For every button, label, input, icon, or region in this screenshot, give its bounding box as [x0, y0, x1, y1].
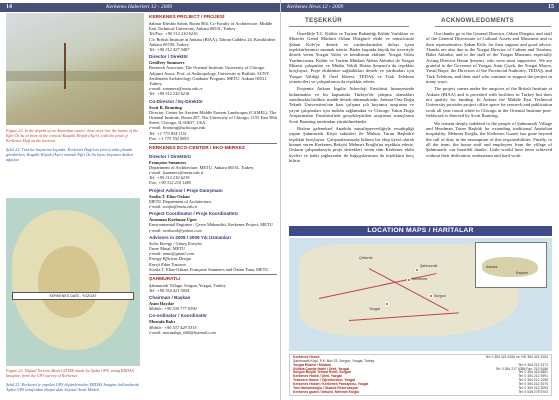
codirector-name: Scott R. Branting [149, 104, 182, 110]
coordinator-tel: Mobile: +90 537 429 5315 [149, 324, 197, 330]
chairman-name: Asım Haydar [149, 300, 175, 306]
turkey-inset-map [475, 242, 547, 288]
tesekkur-paragraph: Bizlere geleneksel Anadolu misafirperverliğiyle evsahipliği yapan Şahmuratlı Köyü sakinleri ile Muhtar Turan Başbük'e teşekkür borçluyuz. Çalışmalarımızda bilinen bir ekip üyesi olarak hizmet veren Kerkenes Bekçisi Mehmet Eroğlu'na teşekkür ederiz. Onların çalışmalarıyla proje destekleri veren tüm Kerkenes ekibi üyeleri ve katkı sağlayanlar ile bağışçılarımıza da teşekkürü borç biliriz. [289, 125, 414, 163]
terrain-model-map [6, 198, 140, 366]
location-map [289, 238, 552, 351]
contact-row: Sorgun Büyük Termal Hotel, Sorgun Tel: 0 354 415 5881 [293, 370, 548, 375]
contact-row: Kerkenes Hostel / Kerkenes Pansiyonu, Yozgat Tel: 0 354 212 3070 [293, 381, 548, 386]
acknowledgments-heading: ACKNOWLEDGMENTS [441, 17, 514, 24]
map-label: Kerkenes [412, 277, 428, 281]
divider [149, 274, 277, 275]
director-info: Research Associate, The Oriental Institute, University of Chicago. Adjunct Assoc. Prof. of Anthropology, University at Buffalo, SUNY. Settlement Archaeology Graduate Program, METU, Ankara 06531, Turkey. [149, 65, 270, 87]
eco-director-heading: Director / Direktörü [149, 153, 191, 159]
director-heading: Director / Direktör [149, 54, 189, 60]
kerkenes-site-marker [407, 278, 411, 282]
project-coordinator-heading: Project Coordinator / Proje Koordinatörü [149, 211, 238, 217]
left-page-number: 14 [6, 4, 12, 10]
director-tel: Tel: +90 312 210 6218 [149, 91, 190, 97]
winter-landscape-photo [6, 13, 144, 125]
coordinator-name: Mustafa Balcı [149, 319, 176, 325]
map-label: Şahmuratlı [420, 264, 438, 268]
advisor-2-field: Energy Efficient Design [149, 256, 192, 262]
right-page-title: Kerkenes News 12 - 2009 [287, 4, 344, 10]
ack-paragraph: We remain deeply indebted to the people of Şahmuratlı Village and Headman Turan Başbük for extending traditional Anatolian hospitality. Mehmet Eroğlu, the Kerkenes Guard, has gone beyond the call of duty in the assumption of this responsibilities. Finally, to all the team, the house staff and employees from the village of Şahmuratlı: our heartfelt thanks. Little would have been achieved without their dedication, enthusiasm and hard work. [426, 120, 552, 158]
director-email[interactable]: e-mail: summers@metu.edu.tr [149, 86, 203, 92]
project-address-1: Sabnur Edesbir Salon, Room 804, Co-Faculty of Architecture, Middle East Technical University, Ankara 06531, Turkey [149, 21, 273, 32]
eco-director-fax: Fax: +90 312 210 1485 [149, 180, 191, 186]
advisors-heading: Advisors in 2009 / 2009 Yılı Uzmanları [149, 234, 231, 240]
figure-22-caption-tr: Şekil 22. Türk kır hayatının kışında: Kerkenes Dağı'nın zirvesi arka planda görülürken, Kuşaklı Höyük (Aşer) önünde Eğri Öz Su kıyısı boyunca dizilen ağaçlar. [6, 147, 134, 162]
advisor-1-email[interactable]: e-mail: umut@gmail.com [149, 251, 195, 257]
advisor-2-field-tr: Enerji Etkin Tasarım [149, 261, 186, 267]
tesekkur-text [289, 31, 414, 165]
left-page-title: Kerkenes Haberleri 12 - 2009 [106, 4, 172, 10]
contact-row: Şahmuratlı Köyü, P.K. Box 23, Sorgun, Yozgat, Turkey [293, 358, 375, 363]
project-tel-2: Tel: +90 312 427 5487 [149, 47, 190, 53]
yozgat-marker [385, 302, 389, 306]
contact-row: Taxi Hamamlıoğlu / Otobüs Rezervasyon Tel: 0 354 212 3093 [293, 385, 548, 390]
coordinator-email[interactable]: e-mail: moratdagi_666@hotmail.com [149, 329, 216, 335]
project-coordinator-name: Arzuman Korkmaz Ügen [149, 217, 197, 223]
project-advisor-email[interactable]: e-mail: soofia@metu.edu.tr [149, 203, 198, 209]
map-label: Sorgun [434, 294, 446, 298]
right-page [281, 0, 559, 400]
eco-director-email[interactable]: e-mail: fsummers@metu.edu.tr [149, 169, 204, 175]
inset-label: Ankara [486, 265, 498, 269]
left-header-band [0, 3, 281, 12]
project-advisor-name: Soofia T. Elias-Ozkan [149, 193, 190, 199]
eco-director-name: Françoise Summers [149, 159, 187, 165]
right-page-number: 15 [548, 4, 554, 10]
project-coordinator-email[interactable]: e-mail: arakorek@yahoo.com [149, 227, 202, 233]
contacts-column [149, 13, 277, 335]
sahmuratli-heading: ŞAHMURATLI [149, 276, 181, 282]
project-tel-1: Tel/Fax: +90 312 210 6216 [149, 31, 198, 37]
contact-row: Teachers House / Öğretmenevi, Yozgat Tel: 0 354 212 1095 [293, 378, 548, 383]
terrain-map-title: KERKENES DAĞI - YOZGAT [12, 292, 134, 300]
director-name: Geoffrey Summers [149, 60, 185, 66]
coordinator-heading: Co-ordinator / Koordinatör [149, 313, 207, 319]
codirector-tel: Tel: +1 773 834 1151 [149, 130, 187, 136]
contact-row: Kerkenes Hoteli / Oteli, Yozgat Tel: 0 354 212 3991 [293, 374, 548, 379]
ack-paragraph: Our thanks go to the General Director, Orhan Düzgün, and staff of the General Directorate of Cultural Assets and Museums and to their representative, Şaban Köle, for their support and good advice. Thanks are also due to the Yozgat Director of Culture and Tourism, Bahri Akbulut, and to the staff of the Yozgat Museum, especially Acting Director Hasan Şenyurt, who were most supportive. We are grateful to the Governor of Yozgat, Amir Çiçek, the Yozgat Mayor, Yusuf Başer, the Directors of the Provincial Authority, TEDAŞ, and Türk Telekom, and their staff who continue to support the project in many ways. [426, 31, 552, 85]
figure-23-caption: Figure 23. Digital Terrain Model (DTM) made by Aydın GPS, using ERDAS Imagine, from the GPS survey of Kerkenes [6, 368, 134, 378]
inset-label: Kayseri [516, 271, 528, 275]
project-address-2: C/o British Institute at Ankara (BIAA), Tahran Caddesi 24, Kavaklıdere, Ankara 06700, Turkey. [149, 36, 277, 47]
contact-row: Kerkenes guard / bekçisi, Mehmet Eroğlu Tel: 0 535 278 9703 [293, 389, 548, 394]
acknowledgments-text [426, 31, 552, 160]
project-advisor-heading: Project Advisor / Proje Danışmanı [149, 187, 223, 193]
contact-row: Gülista Çamlık Hotel / Oteli, Yozgat Tel: 0 354 217 5385 Fax: 212 5186 [293, 366, 548, 371]
tesekkur-heading: TEŞEKKÜR [305, 17, 342, 24]
contact-list [289, 354, 552, 396]
contact-row: Yozgat Müzesi / Müdürü Tel: 0 354 212 3171 [293, 362, 548, 367]
figure-22-caption: Figure 22. In the depths of an Anatolian winter: how trees line the banks of the Eğri Öz Su in front of the conical Kuşaklı Höyük (Aşer), with the peak of Kerkenes Dağ on the horizon. [6, 128, 139, 143]
eco-director-info: Department of Architecture, METU, Ankara 06531, Turkey. [149, 164, 255, 170]
codirector-email[interactable]: e-mail: branting@uchicago.edu [149, 125, 206, 131]
advisor-2-names: Soofia T. Elias-Ozkan, Françoise Summers and Özüm Tuna, METU [149, 266, 269, 272]
tesekkur-paragraph: Projemiz Ankara İngiliz Arkeoloji Enstitüsü himayesinde bulunmakta ve bu kapsamda Türkiye'de çalışma olanakları sunulmakla birlikte, maddi destek almamaktadır. Ankara Orta Doğu Teknik Üniversitesi'nin kazı çalışma yılı boyunca araştırma ve yayın çalışmaları için mekân sağlamakta ve Chicago Yakın Doğu Araştırmaları Enstitüsü'nde gerçekleştirilen araştırma sonuçlarını Scott Branting tarafından yürütülmektedir. [289, 86, 414, 124]
codirector-heading: Co-Director / Eş-Direktör [149, 98, 203, 104]
advisor-1-name: Ümer Mutal, METU [149, 246, 186, 251]
divider [149, 143, 277, 144]
figure-23-caption-tr: Şekil 23. Kerkenes'te yapılan GPS ölçümlerinden ERDAS Imagine kullanılarak Aydın GPS tarafından oluşturulan Sayısal Arazi Modeli [6, 382, 139, 392]
sahmuratli-tel: Tel: +90 354 421 5054 [149, 287, 190, 293]
project-heading: KERKENES PROJECT / PROJESİ [149, 15, 225, 20]
map-label: Çekerek [359, 256, 373, 260]
advisor-1-field: Solar Energy / Güneş Enerjisi [149, 240, 202, 246]
sorgun-marker [429, 294, 433, 298]
map-label: Yozgat [369, 307, 380, 311]
location-maps-banner: LOCATION MAPS / HARİTALAR [289, 226, 552, 236]
codirector-fax: Fax: +1 773 702 9853 [149, 135, 189, 141]
contact-row: Kerkenes House Tel: 0 354 421 5154 ve +90 354 421 5154 [293, 355, 548, 359]
right-header-band [281, 3, 559, 12]
eco-director-tel: Tel: +90 312 210 6219 [149, 175, 190, 181]
chairman-heading: Chairman / Başkan [149, 294, 191, 300]
sahmuratli-address: Şahmuratlı Village, Sorgun, Yozgat, Turkey [149, 282, 226, 288]
project-advisor-info: METU Department of Architecture, [149, 198, 212, 204]
ack-paragraph: The project comes under the auspices of the British Institute at Ankara (BIAA) and is provided with facilities in Turkey but does not qualify for funding. In Ankara the Middle East Technical University provides project office space for research and publication work all year round while in Chicago at the Oriental Institute post-fieldwork is directed by Scott Branting. [426, 86, 552, 119]
codirector-info: Director, Center for Ancient Middle Eastern Landscapes (CAMEL), The Oriental Institute, Room 207, The University of Chicago, 1155 East 58th Street, Chicago, IL 60637, USA. [149, 109, 277, 126]
chairman-tel: Mobile: +90 530 777 6390 [149, 306, 197, 312]
eco-heading: KERKENES ECO-CENTER / EKO-MERKEZ [149, 145, 245, 151]
tesekkur-paragraph: Öncelikle T.C. Kültür ve Turizm Bakanlığı Kültür Varlıkları ve Müzeler Genel Müdürü Orhan Düzgün'e ekibi ve temsilcimiz Şaban Köle'ye destek ve yardımlarından dolayı içten teşekkürlerimizi sunmak isteriz. Bizler başında büyük bir özveriyle destek veren Yozgat Valisi ve kendisinin ekibine, Yozgat Valisi Yardımcısına, Kültür ve Turizm Müdürü Abbas Akbulut ile Yozgat Müzesi çalışanları ve Müdür Vekili Hasan Şenyurt'a da teşekkür borçluyuz. Proje ekibimize sağladıkları destek ve yardımları için Yozgat Valiliği İl Özel İdaresi, TEDAŞ ve Türk Telekom yöneticileri ve çalışanlarına da teşekkür ederiz. [289, 31, 414, 85]
sahmuratli-marker [415, 268, 419, 272]
project-coordinator-info: Environmental Engineer / Çevre Mühendisi, Kerkenes Project, METU [149, 222, 273, 228]
